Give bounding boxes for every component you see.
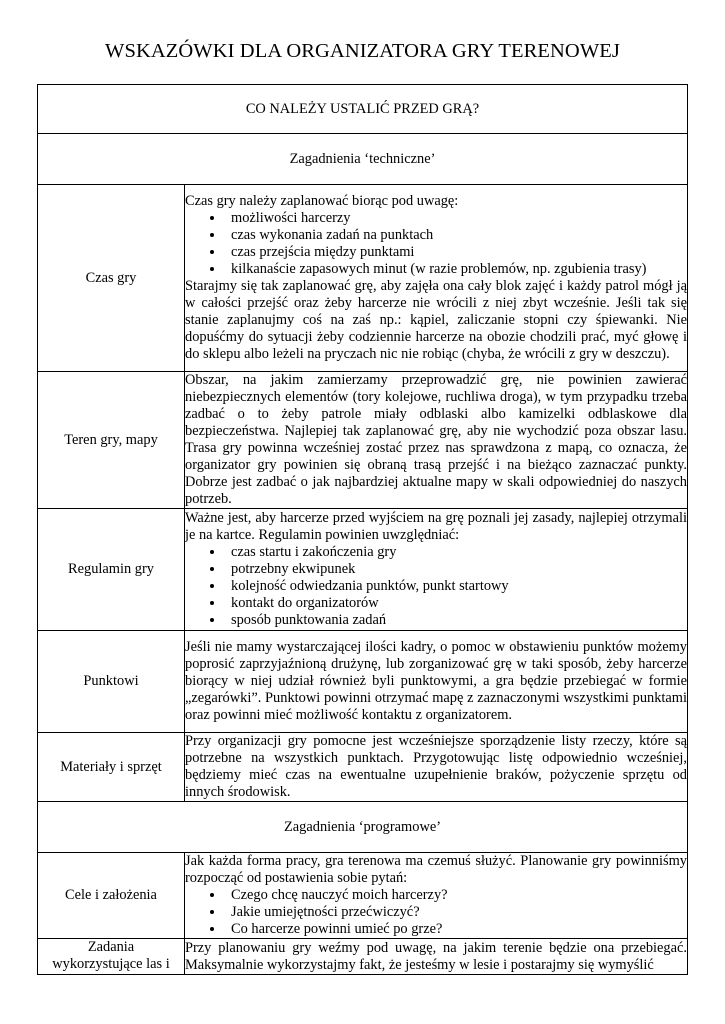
table-header: CO NALEŻY USTALIĆ PRZED GRĄ?: [38, 85, 688, 134]
row-content-materialy: [185, 733, 688, 802]
czas-bullet-list: [185, 210, 687, 278]
materialy-body: Przy organizacji gry pomocne jest wcześniejsze sporządzenie listy rzeczy, które są potrzebne na wszystkich punktach. Przygotowując listę odpowiednio wcześniej, będziemy mieć czas na ewentualne uzupełnienie braków, pożyczenie sprzętu od innych środowisk.: [185, 733, 687, 800]
row-label-teren: Teren gry, mapy: [38, 372, 185, 509]
table-header-row: [38, 85, 688, 134]
punktowi-body: Jeśli nie mamy wystarczającej ilości kadry, o pomoc w obstawieniu punktów możemy poprosić zaprzyjaźnioną drużynę, lub zorganizować grę w taki sposób, żeby harcerze biorący w niej udział również byli punktowymi, a gra będzie przebiegać w formie „zegarówki”. Punktowi powinni otrzymać mapę z zaznaczonymi wszystkimi punktami oraz powinni mieć możliwość kontaktu z organizatorem.: [185, 639, 687, 723]
zadania-label-line1: Zadania: [87, 939, 135, 955]
list-item: • kontakt do organizatorów: [225, 595, 687, 612]
row-content-cele: [185, 853, 688, 939]
row-label-regulamin: Regulamin gry: [38, 509, 185, 631]
cele-bullet-list: [185, 887, 687, 938]
zadania-label-line2: wykorzystujące las i: [52, 956, 170, 972]
row-content-teren: [185, 372, 688, 509]
list-item: • kilkanaście zapasowych minut (w razie problemów, np. zgubienia trasy): [225, 261, 687, 278]
list-item: • czas przejścia między punktami: [225, 244, 687, 261]
row-label-cele: Cele i założenia: [38, 853, 185, 939]
list-item: • Czego chcę nauczyć moich harcerzy?: [225, 887, 687, 904]
table-row-regulamin: [38, 509, 688, 631]
document-title: WSKAZÓWKI DLA ORGANIZATORA GRY TERENOWEJ: [105, 40, 620, 62]
row-label-materialy: Materiały i sprzęt: [38, 733, 185, 802]
list-item: • możliwości harcerzy: [225, 210, 687, 227]
czas-body: Starajmy się tak zaplanować grę, aby zajęła ona cały blok zajęć i każdy patrol mógł ją w całości przejść oraz żeby harcerze nie wrócili z niej zbyt wcześnie. Jeśli tak się stanie zaplanujmy coś na zaś np.: kąpiel, zaliczanie stopni czy śpiewanki. Nie dopuśćmy do sytuacji żeby codziennie harcerze na obozie chodzili prać, myć głowę i do sklepu albo leżeli na pryczach nic nie robiąc (chyba, że wrócili z gry w deszczu).: [185, 278, 687, 362]
zadania-body: Przy planowaniu gry weźmy pod uwagę, na jakim terenie będzie ona przebiegać. Maksymalnie wykorzystajmy fakt, że jesteśmy w lesie i postarajmy się wymyślić: [185, 939, 687, 973]
section-row-technical: [38, 134, 688, 185]
list-item: • czas wykonania zadań na punktach: [225, 227, 687, 244]
table-row-teren: [38, 372, 688, 509]
row-content-punktowi: [185, 631, 688, 733]
list-item: • Jakie umiejętności przećwiczyć?: [225, 904, 687, 921]
guidelines-table: [37, 84, 688, 975]
row-label-punktowi: Punktowi: [38, 631, 185, 733]
table-row-zadania: [38, 939, 688, 975]
list-item: • kolejność odwiedzania punktów, punkt startowy: [225, 578, 687, 595]
regulamin-intro: Ważne jest, aby harcerze przed wyjściem na grę poznali jej zasady, najlepiej otrzymali je na kartce. Regulamin powinien uwzględniać:: [185, 510, 687, 543]
section-heading-technical: Zagadnienia ‘techniczne’: [38, 134, 688, 185]
teren-body: Obszar, na jakim zamierzamy przeprowadzić grę, nie powinien zawierać niebezpiecznych elementów (tory kolejowe, ruchliwa droga), w tym przypadku trzeba zadbać o to żeby patrole miały odblaski albo kamizelki odblaskowe dla bezpieczeństwa. Najlepiej tak zaplanować grę, aby nie wychodzić poza obszar lasu. Trasa gry powinna wcześniej zostać przez nas sprawdzona z mapą, co oznacza, że organizator gry powinien się obraną trasą przejść i na bieżąco zaznaczać punkty. Dobrze jest zadbać o jak najbardziej aktualne mapy w skali odpowiedniej do naszych potrzeb.: [185, 372, 687, 507]
section-row-program: [38, 802, 688, 853]
table-row-materialy: [38, 733, 688, 802]
table-row-cele: [38, 853, 688, 939]
czas-intro: Czas gry należy zaplanować biorąc pod uwagę:: [185, 193, 459, 209]
list-item: • Co harcerze powinni umieć po grze?: [225, 921, 687, 938]
row-label-czas: Czas gry: [38, 185, 185, 372]
list-item: • czas startu i zakończenia gry: [225, 544, 687, 561]
cele-intro: Jak każda forma pracy, gra terenowa ma czemuś służyć. Planowanie gry powinniśmy rozpocząć od postawienia sobie pytań:: [185, 853, 687, 886]
section-heading-program: Zagadnienia ‘programowe’: [38, 802, 688, 853]
table-row-punktowi: [38, 631, 688, 733]
row-label-zadania: [38, 939, 185, 975]
row-content-czas: [185, 185, 688, 372]
regulamin-bullet-list: [185, 544, 687, 629]
row-content-regulamin: [185, 509, 688, 631]
table-row-czas: [38, 185, 688, 372]
list-item: • sposób punktowania zadań: [225, 612, 687, 629]
row-content-zadania: [185, 939, 688, 975]
list-item: • potrzebny ekwipunek: [225, 561, 687, 578]
